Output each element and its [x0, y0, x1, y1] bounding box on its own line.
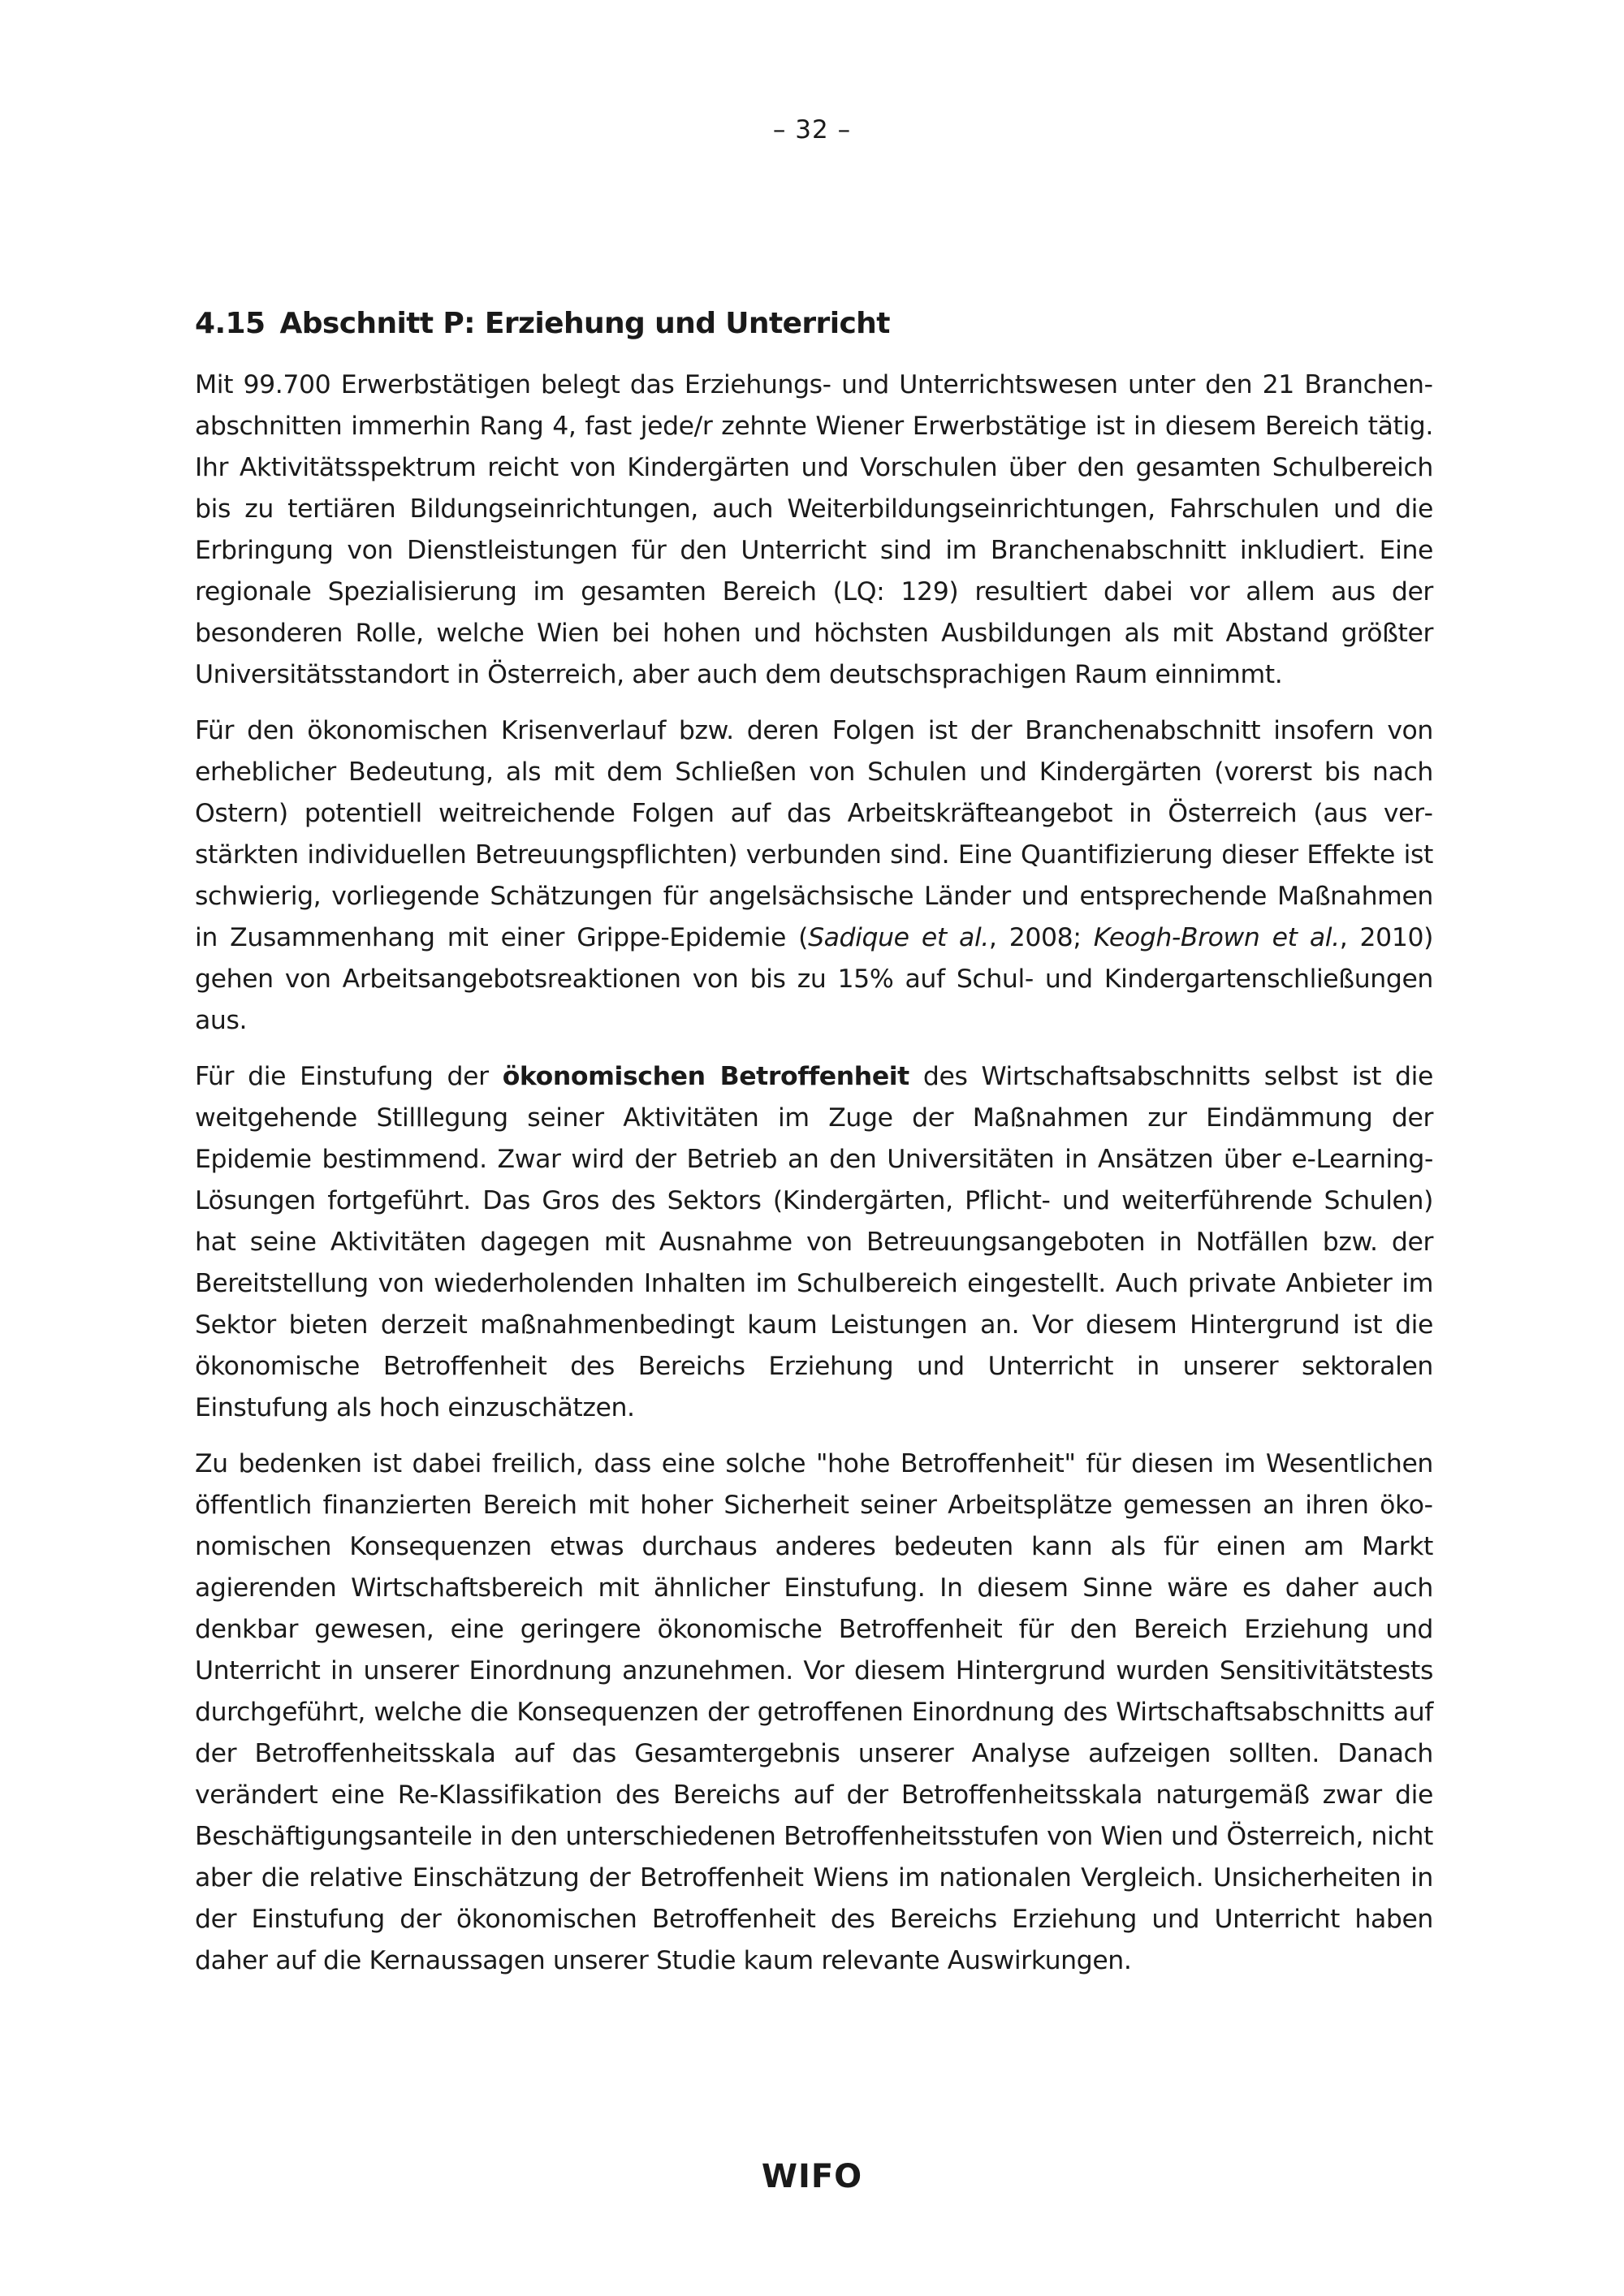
- section-number: 4.15: [195, 307, 266, 340]
- document-body: [195, 307, 1433, 1996]
- section-title: Abschnitt P: Erziehung und Unterricht: [279, 307, 890, 340]
- paragraph-3-text-a: Für die Einstufung der: [195, 1062, 503, 1091]
- paragraph-1: Mit 99.700 Erwerbstätigen belegt das Erziehungs- und Unterrichtswesen unter den 21 Branchenabschnitten immerhin Rang 4, fast jede/r zehnte Wiener Erwerbstätige ist in diesem Bereich tätig. Ihr Aktivitätsspektrum reicht von Kindergärten und Vorschulen über den gesamten Schulbereich bis zu tertiären Bildungseinrichtungen, auch Weiterbildungseinrichtungen, Fahrschulen und die Erbringung von Dienstleistungen für den Unterricht sind im Branchenabschnitt inkludiert. Eine regionale Spezialisierung im gesamten Bereich (LQ: 129) resultiert dabei vor allem aus der besonderen Rolle, welche Wien bei hohen und höchsten Ausbildungen als mit Abstand größter Universitätsstandort in Österreich, aber auch dem deutschsprachigen Raum einnimmt.: [195, 370, 1433, 689]
- page-number: – 32 –: [772, 115, 852, 145]
- emphasis-oekonomische-betroffenheit: ökonomischen Betroffenheit: [502, 1062, 909, 1091]
- paragraph-3: [195, 1056, 1433, 1429]
- paragraph-2: [195, 710, 1433, 1042]
- wifo-logo: WIFO: [761, 2158, 863, 2195]
- citation-sadique: Sadique et al.: [808, 923, 989, 952]
- citation-keogh-brown: Keogh-Brown et al.: [1093, 923, 1340, 952]
- section-heading: [195, 307, 1433, 340]
- paragraph-2-text-b: , 2008;: [988, 923, 1094, 952]
- paragraph-2-text-a: Für den ökonomischen Krisenverlauf bzw. deren Folgen ist der Branchenabschnitt insofern von erheblicher Bedeutung, als mit dem Schließen von Schulen und Kindergärten (vorerst bis nach Ostern) potentiell weitreichende Folgen auf das Arbeitskräfteangebot in Österreich (aus verstärkten individuellen Betreuungspflichten) verbunden sind. Eine Quantifizierung dieser Effekte ist schwierig, vorliegende Schätzungen für angelsächsische Länder und entsprechende Maßnahmen in Zusammenhang mit einer Grippe-Epidemie (: [195, 716, 1433, 952]
- paragraph-3-text-b: des Wirtschaftsabschnitts selbst ist die weitgehende Stilllegung seiner Aktivitäten im Zuge der Maßnahmen zur Eindämmung der Epidemie bestimmend. Zwar wird der Betrieb an den Universitäten in Ansätzen über e-Learning-Lösungen fortgeführt. Das Gros des Sektors (Kindergärten, Pflicht- und weiterführende Schulen) hat seine Aktivitäten dagegen mit Ausnahme von Betreuungsangeboten in Notfällen bzw. der Bereitstellung von wiederholenden Inhalten im Schulbereich eingestellt. Auch private Anbieter im Sektor bieten derzeit maßnahmenbedingt kaum Leistungen an. Vor diesem Hintergrund ist die ökonomische Betroffenheit des Bereichs Erziehung und Unterricht in unserer sektoralen Einstufung als hoch einzuschätzen.: [195, 1062, 1433, 1422]
- paragraph-4: Zu bedenken ist dabei freilich, dass eine solche "hohe Betroffenheit" für diesen im Wesentlichen öffentlich finanzierten Bereich mit hoher Sicherheit seiner Arbeitsplätze gemessen an ihren ökonomischen Konsequenzen etwas durchaus anderes bedeuten kann als für einen am Markt agierenden Wirtschaftsbereich mit ähnlicher Einstufung. In diesem Sinne wäre es daher auch denkbar gewesen, eine geringere ökonomische Betroffenheit für den Bereich Erziehung und Unterricht in unserer Einordnung anzunehmen. Vor diesem Hintergrund wurden Sensitivitätstests durchgeführt, welche die Konsequenzen der getroffenen Einordnung des Wirtschaftsabschnitts auf der Betroffenheitsskala auf das Gesamtergebnis unserer Analyse aufzeigen sollten. Danach verändert eine Re-Klassifikation des Bereichs auf der Betroffenheitsskala naturgemäß zwar die Beschäftigungsanteile in den unterschiedenen Betroffenheitsstufen von Wien und Österreich, nicht aber die relative Einschätzung der Betroffenheit Wiens im nationalen Vergleich. Unsicherheiten in der Einstufung der ökonomischen Betroffenheit des Bereichs Erziehung und Unterricht haben daher auf die Kernaussagen unserer Studie kaum relevante Auswirkungen.: [195, 1449, 1433, 1975]
- paragraph-2-text-c: , 2010) gehen von Arbeitsangebotsreaktionen von bis zu 15% auf Schul- und Kindergartenschließungen aus.: [195, 923, 1433, 1035]
